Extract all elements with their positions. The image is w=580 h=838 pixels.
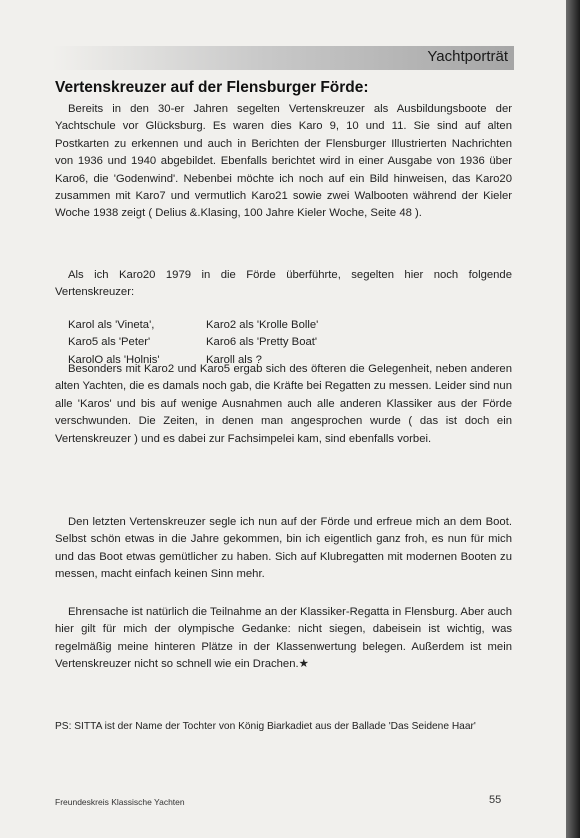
boat-entry: KarolO als 'Holnis' [68,353,160,366]
paragraph-2: Als ich Karo20 1979 in die Förde überführte, segelten hier noch folgende Vertenskreuzer: [55,269,512,299]
boat-entry: Karol als 'Vineta', [68,319,155,331]
boat-row [68,334,344,351]
paragraph-3: Besonders mit Karo2 und Karo5 ergab sich des öfteren die Gelegenheit, neben anderen alten Yachten, die es damals noch gab, die Kräfte bei Regatten zu messen. Leider sind nun alle 'Karos' und bis auf wenige Ausnahmen auch alle anderen Klassiker aus der Förde verschwunden. Die Zeiten, in denen man angesprochen wurde ( das ist doch ein Vertenskreuzer ) und es dabei zur Fachsimpelei kam, sind ebenfalls vorbei. [55,363,512,445]
boat-row [68,317,344,334]
postscript: PS: SITTA ist der Name der Tochter von König Biarkadiet aus der Ballade 'Das Seidene Haar' [55,721,476,732]
page-edge-shadow [566,0,580,838]
page-number: 55 [489,794,502,806]
section-header-bar [52,46,514,70]
boat-entry: Karo2 als 'Krolle Bolle' [206,319,319,331]
paragraph-4: Den letzten Vertenskreuzer segle ich nun auf der Förde und erfreue mich an dem Boot. Selbst schön etwas in die Jahre gekommen, bin ich eigentlich ganz froh, es nun für mich und das Boot etwas gemütlicher zu haben. Sich auf Klubregatten mit modernen Booten zu messen, macht einfach keinen Sinn mehr. [55,516,512,581]
boat-entry: Karoll als ? [206,353,262,366]
paragraph-1: Bereits in den 30-er Jahren segelten Vertenskreuzer als Ausbildungsboote der Yachtschule vor Glücksburg. Es waren dies Karo 9, 10 und 11. Sie sind auf alten Postkarten zu erkennen und auch in Berichten der Flensburger Illustrierten Nachrichten von 1936 und 1940 abgebildet. Ebenfalls berichtet wird in einer Ausgabe von 1936 über Karo6, die 'Godenwind'. Nebenbei möchte ich noch auf ein Bild hinweisen, das Karo20 zusammen mit Karo7 und vermutlich Karo21 sowie zwei Walbooten während der Kieler Woche 1938 zeigt ( Delius &.Klasing, 100 Jahre Kieler Woche, Seite 48 ). [55,103,512,220]
boat-entry: Karo5 als 'Peter' [68,336,151,349]
section-label: Yachtporträt [427,48,508,65]
article-title: Vertenskreuzer auf der Flensburger Förde: [55,79,369,96]
paragraph-5: Ehrensache ist natürlich die Teilnahme an der Klassiker-Regatta in Flensburg. Aber auch hier gilt für mich der olympische Gedanke: nicht siegen, dabeisein ist wichtig, was regelmäßig meine hinteren Plätze in der Klassenwertung belegen. Außerdem ist mein Vertenskreuzer nicht so schnell wie ein Drachen.★ [55,606,512,671]
boat-entry: Karo6 als 'Pretty Boat' [206,336,318,349]
footer-publisher: Freundeskreis Klassische Yachten [55,797,185,807]
